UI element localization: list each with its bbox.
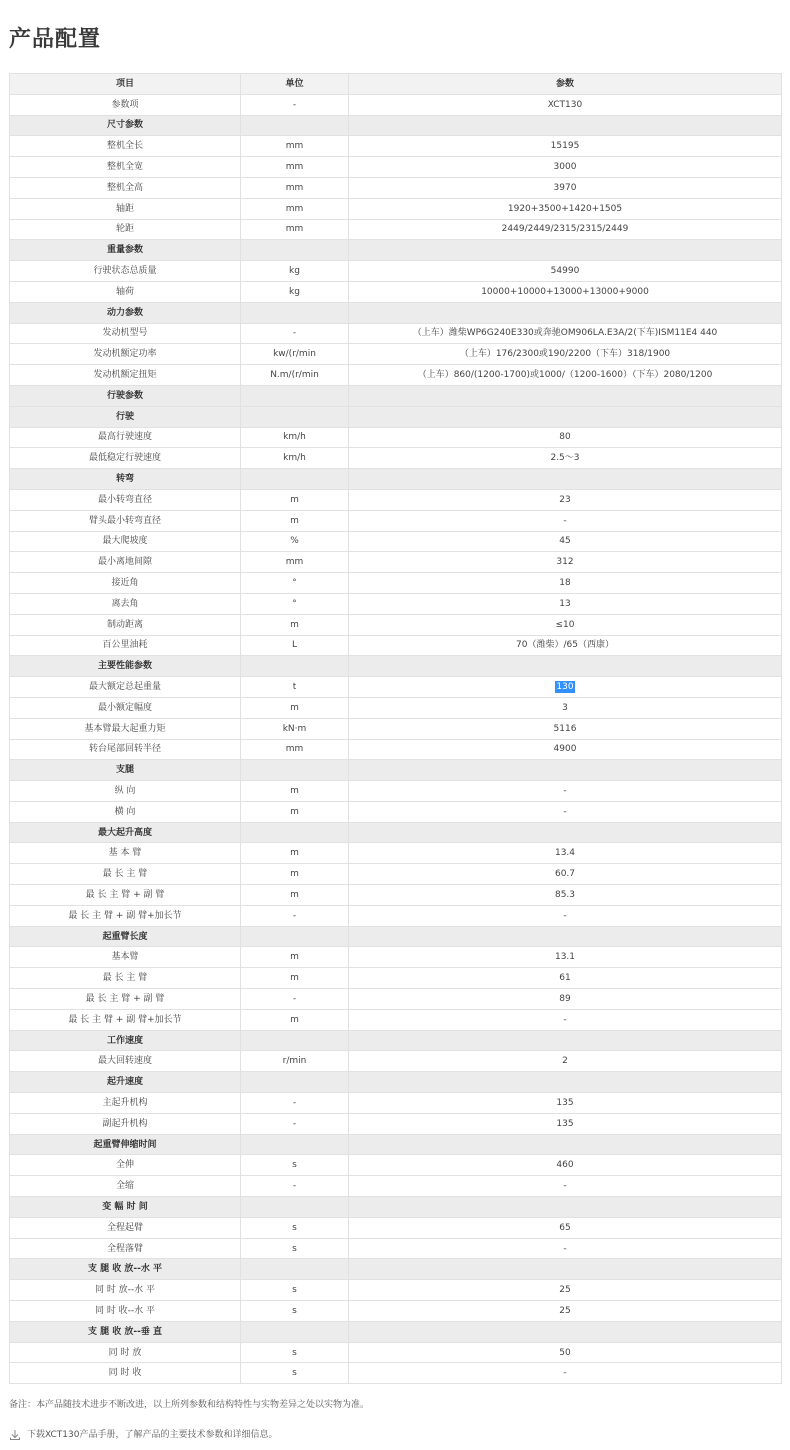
table-row (10, 1051, 782, 1072)
section-value-cell (349, 385, 782, 406)
item-cell: 百公里油耗 (10, 635, 241, 656)
selected-value-text: 130 (556, 682, 574, 692)
section-row (10, 1030, 782, 1051)
table-row (10, 198, 782, 219)
table-row (10, 739, 782, 760)
table-row (10, 489, 782, 510)
item-cell: 主起升机构 (10, 1093, 241, 1114)
item-cell: 最小转弯直径 (10, 489, 241, 510)
value-cell: 25 (349, 1280, 782, 1301)
value-cell: 13.1 (349, 947, 782, 968)
item-cell: 最小离地间隙 (10, 552, 241, 573)
table-row (10, 968, 782, 989)
section-unit-cell (241, 385, 349, 406)
section-unit-cell (241, 1321, 349, 1342)
value-cell: - (349, 1363, 782, 1384)
table-row (10, 427, 782, 448)
item-cell: 最 长 主 臂 + 副 臂+加长节 (10, 1009, 241, 1030)
item-cell: 最高行驶速度 (10, 427, 241, 448)
table-row (10, 843, 782, 864)
section-title: 起重臂长度 (10, 926, 241, 947)
value-cell: - (349, 905, 782, 926)
item-cell: 全伸 (10, 1155, 241, 1176)
unit-cell: m (241, 864, 349, 885)
value-cell: - (349, 1176, 782, 1197)
section-unit-cell (241, 302, 349, 323)
section-unit-cell (241, 1072, 349, 1093)
unit-cell: ° (241, 573, 349, 594)
section-row (10, 1197, 782, 1218)
unit-cell: - (241, 323, 349, 344)
table-row (10, 365, 782, 386)
item-cell: 横 向 (10, 801, 241, 822)
item-cell: 全缩 (10, 1176, 241, 1197)
item-cell: 转台尾部回转半径 (10, 739, 241, 760)
section-value-cell (349, 115, 782, 136)
value-cell: 85.3 (349, 885, 782, 906)
download-text[interactable]: 下载XCT130产品手册，了解产品的主要技术参数和详细信息。 (27, 1430, 278, 1440)
section-title: 工作速度 (10, 1030, 241, 1051)
table-row (10, 157, 782, 178)
table-row (10, 1009, 782, 1030)
unit-cell: - (241, 989, 349, 1010)
section-value-cell (349, 1134, 782, 1155)
value-cell: 3000 (349, 157, 782, 178)
item-cell: 制动距离 (10, 614, 241, 635)
unit-cell: L (241, 635, 349, 656)
table-row (10, 947, 782, 968)
table-row (10, 510, 782, 531)
table-row (10, 1301, 782, 1322)
item-cell: 纵 向 (10, 781, 241, 802)
table-row (10, 261, 782, 282)
unit-cell: m (241, 697, 349, 718)
item-cell: 基 本 臂 (10, 843, 241, 864)
item-cell: 最低稳定行驶速度 (10, 448, 241, 469)
item-cell: 最 长 主 臂 + 副 臂 (10, 885, 241, 906)
value-cell: 3 (349, 697, 782, 718)
unit-cell: s (241, 1238, 349, 1259)
table-row (10, 281, 782, 302)
unit-cell: m (241, 843, 349, 864)
section-row (10, 469, 782, 490)
value-cell: 2 (349, 1051, 782, 1072)
table-row (10, 1280, 782, 1301)
unit-cell: m (241, 614, 349, 635)
item-cell: 同 时 放 (10, 1342, 241, 1363)
section-value-cell (349, 656, 782, 677)
value-cell: 1920+3500+1420+1505 (349, 198, 782, 219)
table-row (10, 718, 782, 739)
value-cell: （上车）潍柴WP6G240E330或奔驰OM906LA.E3A/2(下车)ISM11E4 440 (349, 323, 782, 344)
section-unit-cell (241, 822, 349, 843)
unit-cell: mm (241, 739, 349, 760)
table-row (10, 1217, 782, 1238)
section-row (10, 760, 782, 781)
item-cell: 臂头最小转弯直径 (10, 510, 241, 531)
value-cell: 80 (349, 427, 782, 448)
value-cell: 460 (349, 1155, 782, 1176)
section-row (10, 302, 782, 323)
table-row (10, 614, 782, 635)
section-value-cell (349, 760, 782, 781)
unit-cell: m (241, 947, 349, 968)
unit-cell: - (241, 1093, 349, 1114)
value-cell: （上车）860/(1200-1700)或1000/（1200-1600）（下车）2080/1200 (349, 365, 782, 386)
table-row (10, 593, 782, 614)
section-unit-cell (241, 1259, 349, 1280)
unit-cell: m (241, 781, 349, 802)
unit-cell: km/h (241, 448, 349, 469)
section-title: 动力参数 (10, 302, 241, 323)
section-title: 行驶参数 (10, 385, 241, 406)
value-cell: - (349, 1009, 782, 1030)
download-link[interactable] (9, 1429, 277, 1441)
table-row (10, 905, 782, 926)
table-row (10, 1093, 782, 1114)
section-unit-cell (241, 115, 349, 136)
item-cell: 接近角 (10, 573, 241, 594)
value-cell: 89 (349, 989, 782, 1010)
section-row (10, 406, 782, 427)
item-cell: 整机全长 (10, 136, 241, 157)
unit-cell: s (241, 1280, 349, 1301)
unit-cell: m (241, 968, 349, 989)
section-title: 支腿 (10, 760, 241, 781)
unit-cell: km/h (241, 427, 349, 448)
table-row (10, 531, 782, 552)
section-row (10, 1134, 782, 1155)
section-title: 主要性能参数 (10, 656, 241, 677)
value-cell: 2.5～3 (349, 448, 782, 469)
table-row (10, 989, 782, 1010)
section-row (10, 240, 782, 261)
item-cell: 整机全高 (10, 177, 241, 198)
unit-cell: mm (241, 136, 349, 157)
table-row (10, 136, 782, 157)
section-title: 支 腿 收 放--水 平 (10, 1259, 241, 1280)
table-header-row (10, 74, 782, 95)
item-cell: 发动机额定功率 (10, 344, 241, 365)
table-row (10, 1342, 782, 1363)
item-cell: 发动机型号 (10, 323, 241, 344)
section-title: 支 腿 收 放--垂 直 (10, 1321, 241, 1342)
value-cell: ≤10 (349, 614, 782, 635)
table-row (10, 448, 782, 469)
table-row (10, 635, 782, 656)
table-row (10, 801, 782, 822)
item-cell: 全程落臂 (10, 1238, 241, 1259)
value-cell: 135 (349, 1093, 782, 1114)
unit-cell: mm (241, 157, 349, 178)
section-value-cell (349, 926, 782, 947)
section-value-cell (349, 240, 782, 261)
value-cell: （上车）176/2300或190/2200（下车）318/1900 (349, 344, 782, 365)
table-row (10, 1363, 782, 1384)
value-cell: - (349, 781, 782, 802)
unit-cell: s (241, 1217, 349, 1238)
item-cell: 最 长 主 臂 (10, 968, 241, 989)
value-cell: 4900 (349, 739, 782, 760)
unit-cell: % (241, 531, 349, 552)
section-value-cell (349, 1321, 782, 1342)
unit-cell: s (241, 1155, 349, 1176)
unit-cell: r/min (241, 1051, 349, 1072)
section-title: 变 幅 时 间 (10, 1197, 241, 1218)
value-cell: 135 (349, 1113, 782, 1134)
value-cell: 65 (349, 1217, 782, 1238)
section-row (10, 1072, 782, 1093)
unit-cell: mm (241, 177, 349, 198)
table-row (10, 573, 782, 594)
section-row (10, 926, 782, 947)
unit-cell: kN·m (241, 718, 349, 739)
item-cell: 最 长 主 臂 (10, 864, 241, 885)
value-cell: 50 (349, 1342, 782, 1363)
unit-cell: - (241, 1113, 349, 1134)
table-row (10, 781, 782, 802)
table-row (10, 552, 782, 573)
section-value-cell (349, 406, 782, 427)
unit-cell: ° (241, 593, 349, 614)
unit-cell: mm (241, 198, 349, 219)
section-value-cell (349, 469, 782, 490)
value-cell: 5116 (349, 718, 782, 739)
unit-cell: mm (241, 552, 349, 573)
item-cell: 行驶状态总质量 (10, 261, 241, 282)
value-cell: 13 (349, 593, 782, 614)
section-unit-cell (241, 406, 349, 427)
table-row (10, 219, 782, 240)
section-title: 转弯 (10, 469, 241, 490)
table-row (10, 1113, 782, 1134)
unit-cell: s (241, 1301, 349, 1322)
unit-cell: kw/(r/min (241, 344, 349, 365)
section-unit-cell (241, 760, 349, 781)
item-cell: 整机全宽 (10, 157, 241, 178)
value-cell: 312 (349, 552, 782, 573)
section-value-cell (349, 1072, 782, 1093)
value-cell: 60.7 (349, 864, 782, 885)
item-cell: 最大额定总起重量 (10, 677, 241, 698)
value-cell: XCT130 (349, 94, 782, 115)
item-cell: 副起升机构 (10, 1113, 241, 1134)
section-row (10, 115, 782, 136)
value-cell: 2449/2449/2315/2315/2449 (349, 219, 782, 240)
item-cell: 发动机额定扭矩 (10, 365, 241, 386)
spec-table (9, 73, 782, 1384)
section-value-cell (349, 822, 782, 843)
item-cell: 全程起臂 (10, 1217, 241, 1238)
table-row (10, 677, 782, 698)
spec-table-body (10, 94, 782, 1383)
unit-cell: kg (241, 281, 349, 302)
table-row (10, 1155, 782, 1176)
table-row (10, 697, 782, 718)
value-cell: 45 (349, 531, 782, 552)
unit-cell: m (241, 801, 349, 822)
unit-cell: m (241, 885, 349, 906)
section-unit-cell (241, 656, 349, 677)
section-unit-cell (241, 240, 349, 261)
item-cell: 基本臂最大起重力矩 (10, 718, 241, 739)
item-cell: 基本臂 (10, 947, 241, 968)
unit-cell: - (241, 94, 349, 115)
item-cell: 轴荷 (10, 281, 241, 302)
section-row (10, 1321, 782, 1342)
item-cell: 最小额定幅度 (10, 697, 241, 718)
value-cell: 10000+10000+13000+13000+9000 (349, 281, 782, 302)
section-unit-cell (241, 1030, 349, 1051)
section-title: 起升速度 (10, 1072, 241, 1093)
section-row (10, 1259, 782, 1280)
value-cell: 25 (349, 1301, 782, 1322)
unit-cell: s (241, 1363, 349, 1384)
section-value-cell (349, 1259, 782, 1280)
header-item: 项目 (10, 74, 241, 95)
unit-cell: N.m/(r/min (241, 365, 349, 386)
value-cell: - (349, 510, 782, 531)
unit-cell: m (241, 1009, 349, 1030)
table-row (10, 1176, 782, 1197)
item-cell: 轮距 (10, 219, 241, 240)
table-row (10, 94, 782, 115)
value-cell: 3970 (349, 177, 782, 198)
section-title: 行驶 (10, 406, 241, 427)
value-cell (349, 677, 782, 698)
footer-note: 备注：本产品随技术进步不断改进，以上所列参数和结构特性与实物差异之处以实物为准。 (9, 1400, 370, 1410)
table-row (10, 885, 782, 906)
page-title: 产品配置 (9, 27, 102, 52)
header-unit: 单位 (241, 74, 349, 95)
item-cell: 同 时 放--水 平 (10, 1280, 241, 1301)
unit-cell: kg (241, 261, 349, 282)
table-row (10, 344, 782, 365)
section-title: 最大起升高度 (10, 822, 241, 843)
item-cell: 离去角 (10, 593, 241, 614)
unit-cell: m (241, 510, 349, 531)
section-value-cell (349, 1030, 782, 1051)
section-unit-cell (241, 1197, 349, 1218)
value-cell: 70（潍柴）/65（西康） (349, 635, 782, 656)
table-row (10, 323, 782, 344)
item-cell: 轴距 (10, 198, 241, 219)
unit-cell: - (241, 905, 349, 926)
unit-cell: mm (241, 219, 349, 240)
table-row (10, 177, 782, 198)
header-value: 参数 (349, 74, 782, 95)
unit-cell: t (241, 677, 349, 698)
table-row (10, 1238, 782, 1259)
section-value-cell (349, 1197, 782, 1218)
item-cell: 最 长 主 臂 + 副 臂 (10, 989, 241, 1010)
section-row (10, 656, 782, 677)
unit-cell: - (241, 1176, 349, 1197)
unit-cell: s (241, 1342, 349, 1363)
section-unit-cell (241, 469, 349, 490)
value-cell: 23 (349, 489, 782, 510)
item-cell: 同 时 收 (10, 1363, 241, 1384)
section-row (10, 385, 782, 406)
item-cell: 同 时 收--水 平 (10, 1301, 241, 1322)
section-row (10, 822, 782, 843)
download-icon (9, 1429, 21, 1441)
value-cell: 13.4 (349, 843, 782, 864)
item-cell: 最大回转速度 (10, 1051, 241, 1072)
value-cell: 15195 (349, 136, 782, 157)
value-cell: 54990 (349, 261, 782, 282)
section-title: 重量参数 (10, 240, 241, 261)
value-cell: 61 (349, 968, 782, 989)
section-unit-cell (241, 926, 349, 947)
value-cell: - (349, 801, 782, 822)
item-cell: 最大爬坡度 (10, 531, 241, 552)
section-title: 尺寸参数 (10, 115, 241, 136)
table-row (10, 864, 782, 885)
section-unit-cell (241, 1134, 349, 1155)
value-cell: - (349, 1238, 782, 1259)
item-cell: 最 长 主 臂 + 副 臂+加长节 (10, 905, 241, 926)
section-value-cell (349, 302, 782, 323)
unit-cell: m (241, 489, 349, 510)
section-title: 起重臂伸缩时间 (10, 1134, 241, 1155)
item-cell: 参数项 (10, 94, 241, 115)
value-cell: 18 (349, 573, 782, 594)
